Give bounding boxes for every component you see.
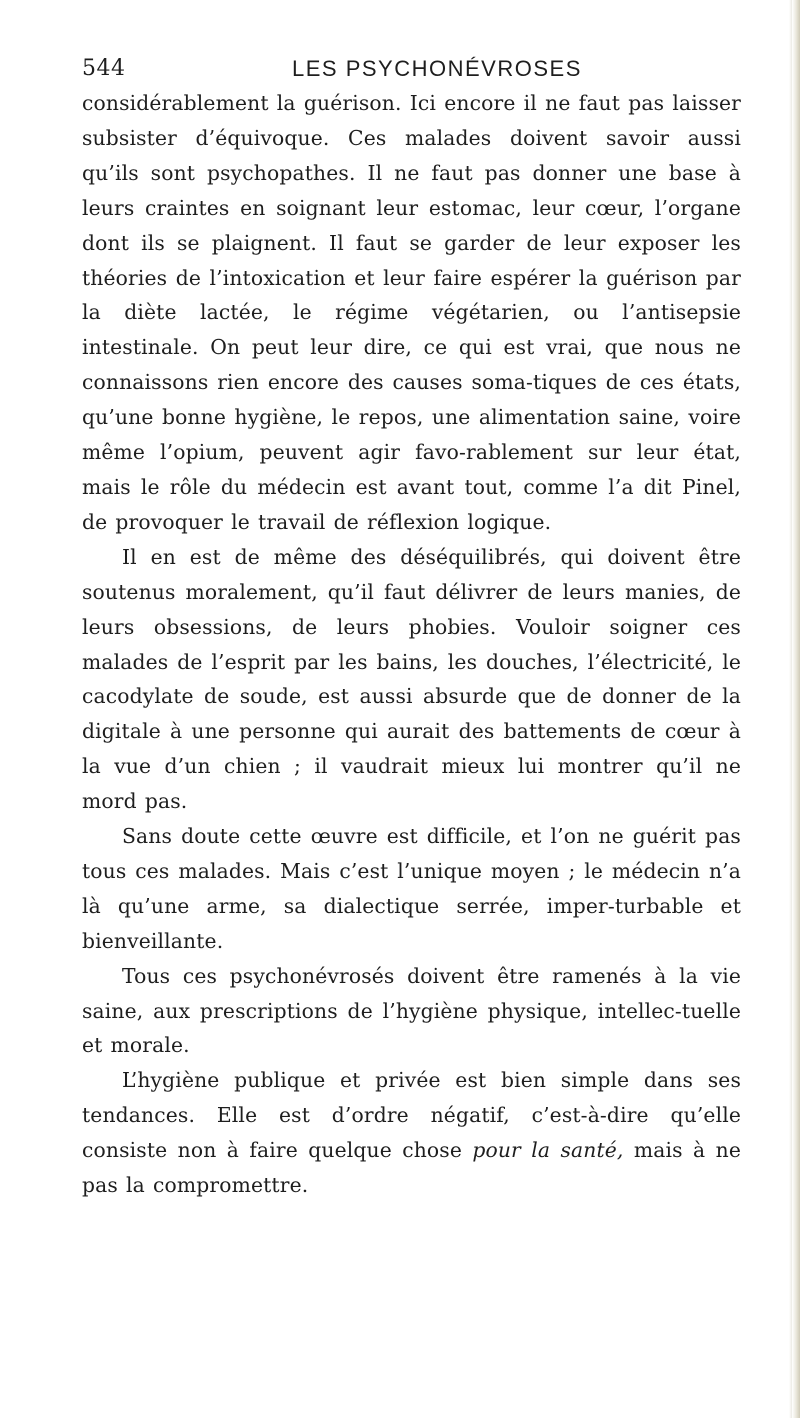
- page-number: 544: [82, 56, 126, 81]
- body-text: [82, 86, 741, 1203]
- paragraph-4: Tous ces psychonévrosés doivent être ramenés à la vie saine, aux prescriptions de l’hygiène physique, intellec-tuelle et morale.: [82, 963, 741, 1058]
- paragraph-1: considérablement la guérison. Ici encore il ne faut pas laisser subsister d’équivoque. Ces malades doivent savoir aussi qu’ils sont psychopathes. Il ne faut pas donner une base à leurs craintes en soignant leur estomac, leur cœur, l’organe dont ils se plaignent. Il faut se garder de leur exposer les théories de l’intoxication et leur faire espérer la guérison par la diète lactée, le régime végétarien, ou l’antisepsie intestinale. On peut leur dire, ce qui est vrai, que nous ne connaissons rien encore des causes soma-tiques de ces états, qu’une bonne hygiène, le repos, une alimentation saine, voire même l’opium, peuvent agir favo-rablement sur leur état, mais le rôle du médecin est avant tout, comme l’a dit Pinel, de provoquer le travail de réflexion logique.: [82, 91, 741, 534]
- paragraph-5-italic-phrase: pour la santé,: [472, 1138, 624, 1163]
- paragraph-2: Il en est de même des déséquilibrés, qui doivent être soutenus moralement, qu’il faut délivrer de leurs manies, de leurs obsessions, de leurs phobies. Vouloir soigner ces malades de l’esprit par les bains, les douches, l’électricité, le cacodylate de soude, est aussi absurde que de donner de la digitale à une personne qui aurait des battements de cœur à la vue d’un chien ; il vaudrait mieux lui montrer qu’il ne mord pas.: [82, 544, 741, 814]
- paragraph-5-text-end: mais à ne pas la compromettre.: [82, 1138, 741, 1198]
- page-edge: [792, 0, 800, 1418]
- running-title: LES PSYCHONÉVROSES: [292, 56, 582, 81]
- paragraph-5: [82, 1063, 741, 1203]
- paragraph-3: Sans doute cette œuvre est difficile, et l’on ne guérit pas tous ces malades. Mais c’est l’unique moyen ; le médecin n’a là qu’une arme, sa dialectique serrée, imper-turbable et bienveillante.: [82, 824, 741, 953]
- page-edge-shadow: [789, 0, 792, 1418]
- paragraph-5-text-start: L’hygiène publique et privée est bien simple dans ses tendances. Elle est d’ordre négatif, c’est-à-dire qu’elle consiste non à faire quelque chose: [82, 1068, 741, 1163]
- page-header: [82, 52, 747, 86]
